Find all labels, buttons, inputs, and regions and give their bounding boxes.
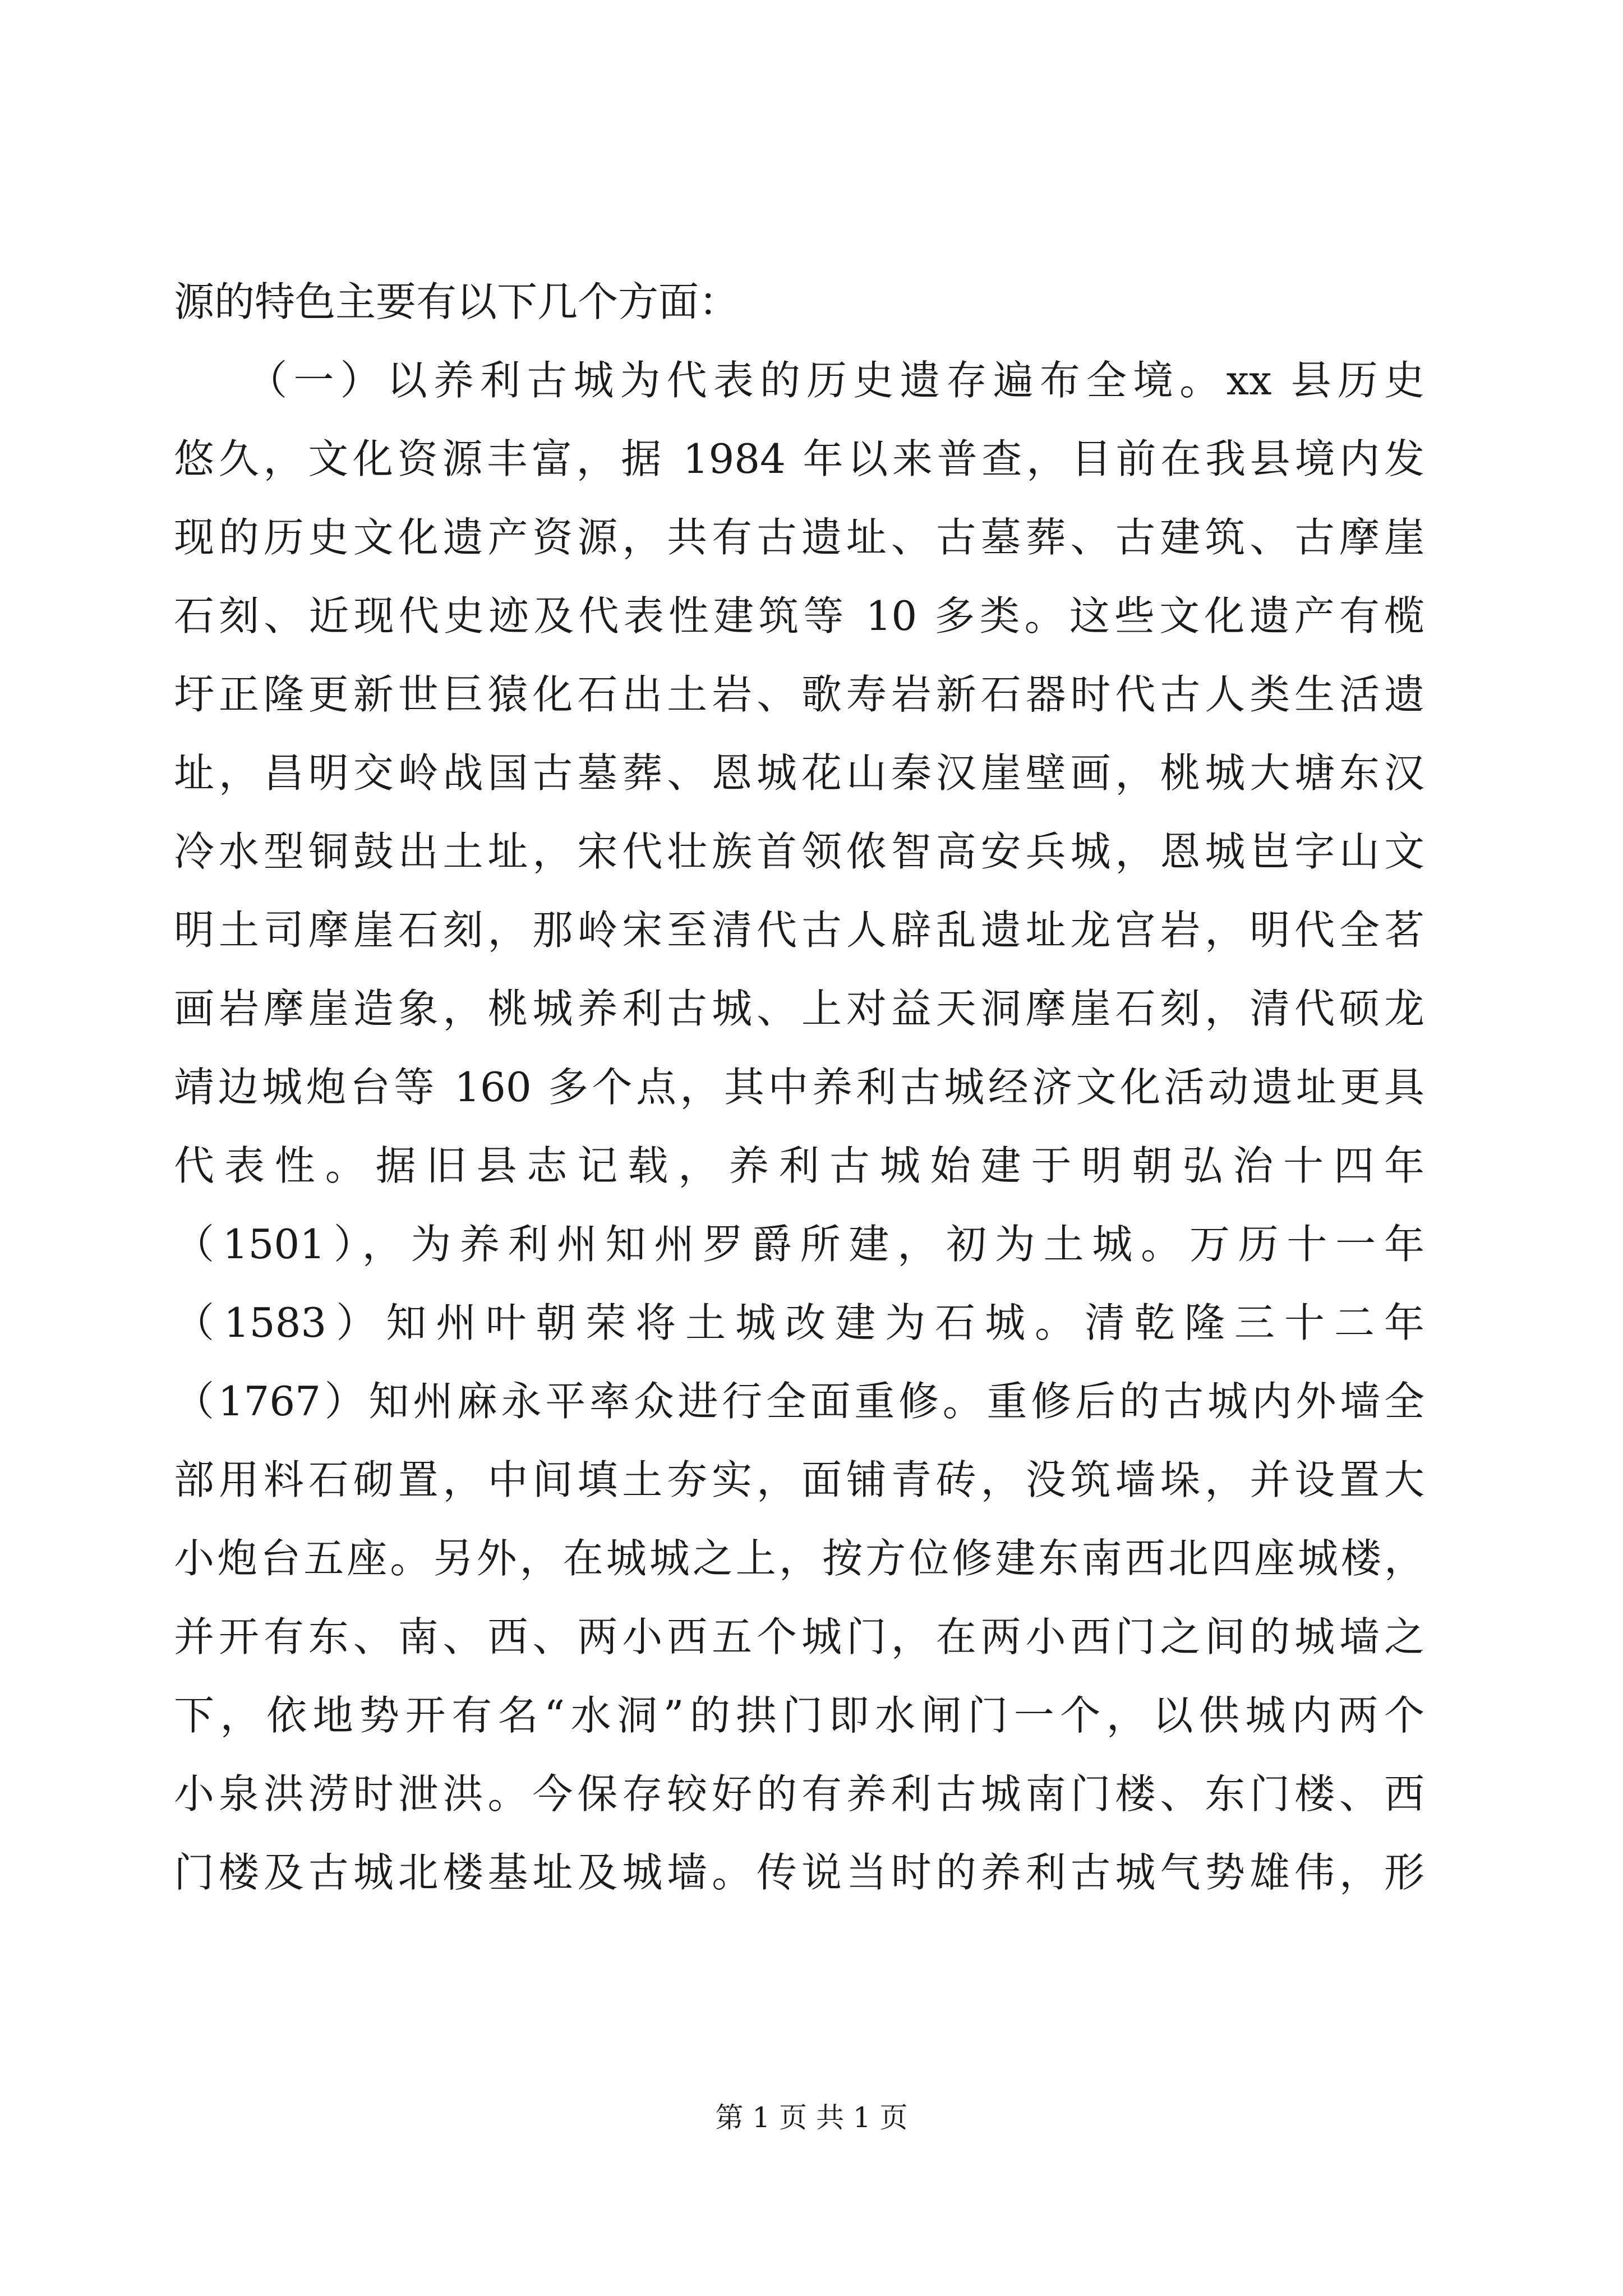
text-line: （1767）知州麻永平率众进行全面重修。重修后的古城内外墙全	[174, 1378, 1424, 1425]
text-line: （1583）知州叶朝荣将土城改建为石城。清乾隆三十二年	[174, 1299, 1424, 1346]
text-line: 小泉洪涝时泄洪。今保存较好的有养利古城南门楼、东门楼、西	[174, 1770, 1424, 1818]
text-line: （一）以养利古城为代表的历史遗存遍布全境。xx 县历史	[174, 357, 1424, 404]
text-line: （1501），为养利州知州罗爵所建，初为土城。万历十一年	[174, 1221, 1424, 1268]
text-line: 靖边城炮台等 160 多个点，其中养利古城经济文化活动遗址更具	[174, 1064, 1424, 1111]
text-line: 石刻、近现代史迹及代表性建筑等 10 多类。这些文化遗产有榄	[174, 592, 1424, 639]
text-line: 小炮台五座。另外，在城城之上，按方位修建东南西北四座城楼，	[174, 1535, 1424, 1582]
body-text	[174, 263, 1424, 1912]
text-line: 址，昌明交岭战国古墓葬、恩城花山秦汉崖壁画，桃城大塘东汉	[174, 749, 1424, 797]
text-line: 画岩摩崖造象，桃城养利古城、上对益天洞摩崖石刻，清代硕龙	[174, 985, 1424, 1032]
page-footer	[0, 2098, 1623, 2137]
text-line: 明土司摩崖石刻，那岭宋至清代古人辟乱遗址龙宫岩，明代全茗	[174, 907, 1424, 954]
text-line: 下，依地势开有名“水洞”的拱门即水闸门一个，以供城内两个	[174, 1692, 1424, 1739]
text-line: 门楼及古城北楼基址及城墙。传说当时的养利古城气势雄伟，形	[174, 1849, 1424, 1896]
text-line: 冷水型铜鼓出土址，宋代壮族首领侬智高安兵城，恩城岜字山文	[174, 828, 1424, 875]
text-line: 悠久，文化资源丰富，据 1984 年以来普查，目前在我县境内发	[174, 435, 1424, 482]
text-line: 代表性。据旧县志记载，养利古城始建于明朝弘治十四年	[174, 1142, 1424, 1189]
text-line: 圩正隆更新世巨猿化石出土岩、歌寿岩新石器时代古人类生活遗	[174, 671, 1424, 718]
text-line: 源的特色主要有以下几个方面：	[174, 278, 740, 325]
text-line: 现的历史文化遗产资源，共有古遗址、古墓葬、古建筑、古摩崖	[174, 514, 1424, 561]
text-line: 部用料石砌置，中间填土夯实，面铺青砖，没筑墙垛，并设置大	[174, 1456, 1424, 1503]
text-line: 并开有东、南、西、两小西五个城门，在两小西门之间的城墙之	[174, 1613, 1424, 1660]
page-number: 第 1 页 共 1 页	[715, 2101, 908, 2134]
